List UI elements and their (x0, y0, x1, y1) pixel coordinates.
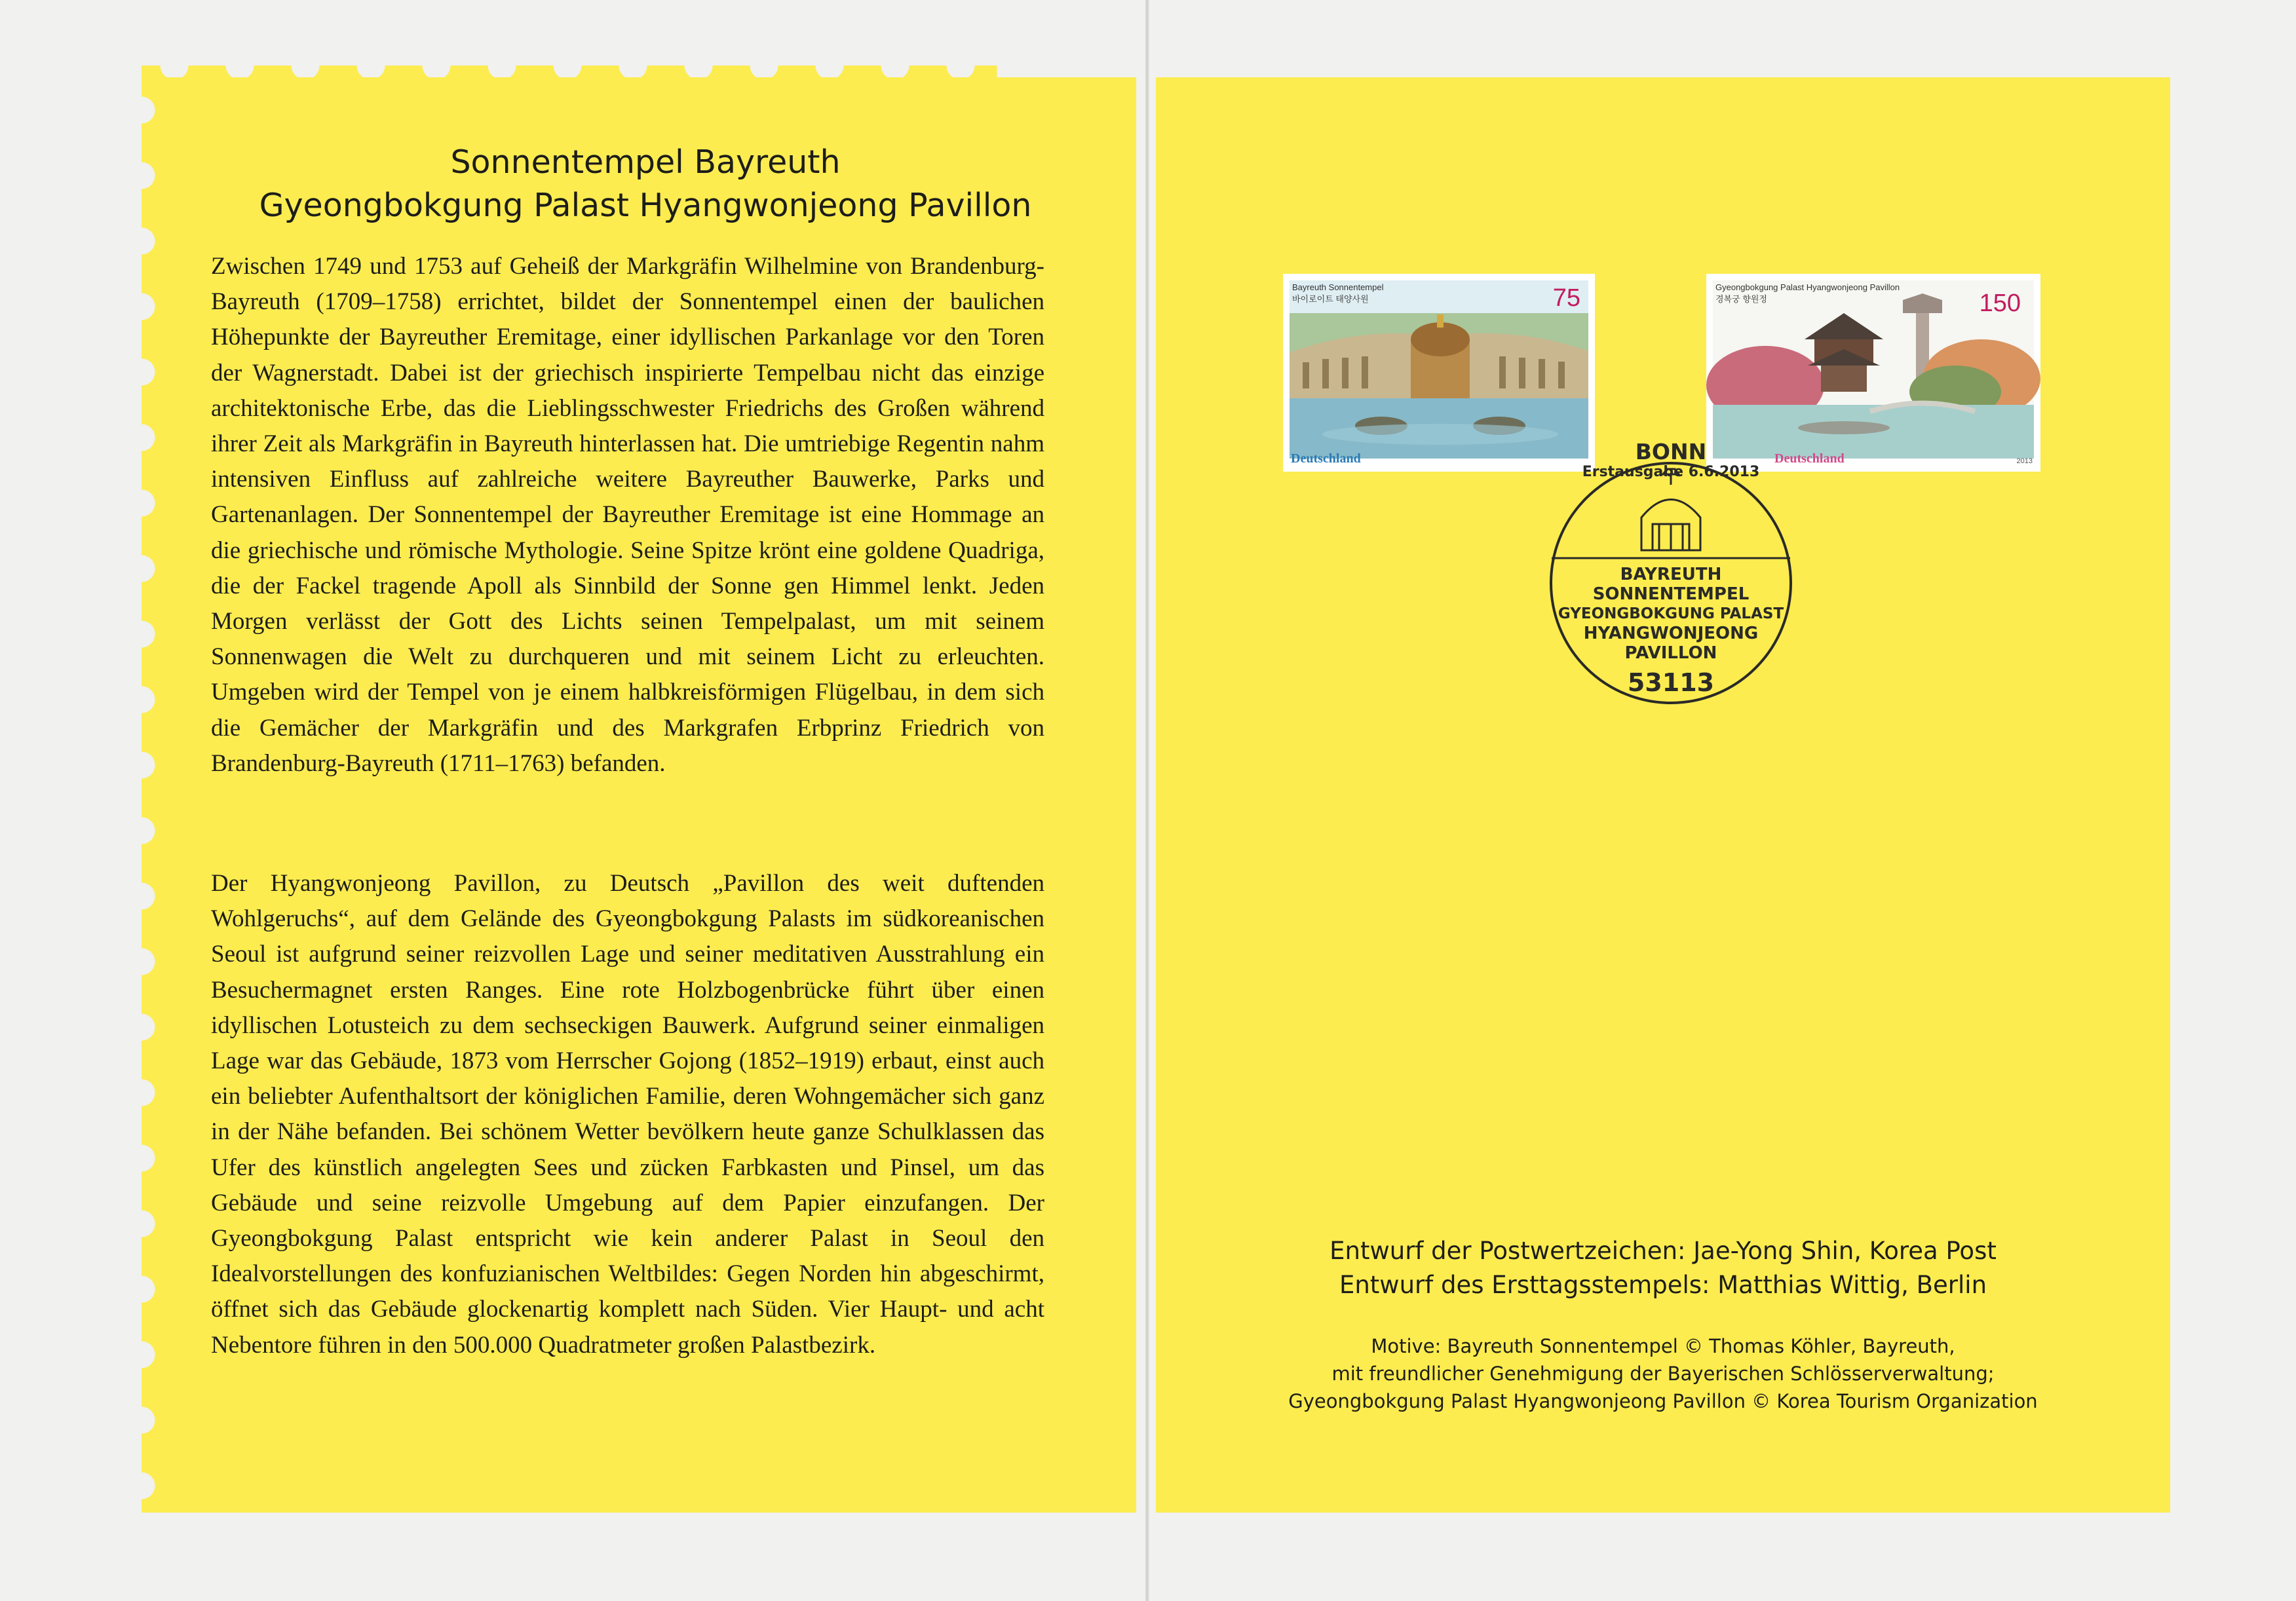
motive-credit-line-2: mit freundlicher Genehmigung der Bayerischen Schlösserverwaltung; (1331, 1363, 1995, 1385)
stamp-1-country: Deutschland (1291, 451, 1361, 466)
postmark-line-5: PAVILLON (1624, 643, 1717, 663)
credit-stamp-design: Entwurf der Postwertzeichen: Jae-Yong Shin, Korea Post (1330, 1237, 1997, 1265)
sonnentempel-icon (1641, 469, 1700, 550)
center-fold (1145, 0, 1149, 1601)
stamp-2-year: 2013 (2016, 457, 2033, 465)
page-title: Sonnentempel Bayreuth (450, 143, 841, 181)
credit-postmark-design: Entwurf des Ersttagsstempels: Matthias Wittig, Berlin (1339, 1271, 1987, 1299)
postmark-city: BONN (1635, 439, 1707, 464)
postmark-line-3: GYEONGBOKGUNG PALAST (1558, 605, 1784, 622)
stamp-2-title-latin: Gyeongbokgung Palast Hyangwonjeong Pavillon (1715, 282, 1900, 292)
motive-credit-line-3: Gyeongbokgung Palast Hyangwonjeong Pavillon © Korea Tourism Organization (1288, 1390, 2038, 1412)
stamp-2-title-korean: 경복궁 향원정 (1715, 294, 1767, 304)
text-paragraph-sonnentempel: Zwischen 1749 und 1753 auf Geheiß der Markgräfin Wilhelmine von Brandenburg-Bayreuth (1709–1758) errichtet, bildet der Sonnentempel einen der baulichen Höhepunkte der Bayreuther Eremitage, einer idyllischen Parkanlage vor den Toren der Wagnerstadt. Dabei ist der griechisch inspirierte Tempelbau nicht das einzige architektonische Erbe, das die Lieblingsschwester Friedrichs des Großen während ihrer Zeit als Markgräfin in Bayreuth hinterlassen hat. Die umtriebige Regentin nahm intensiven Einfluss auf zahlreiche weitere Bayreuther Bauwerke, Parks und Gartenanlagen. Der Sonnentempel der Bayreuther Eremitage ist eine Hommage an die griechische und römische Mythologie. Seine Spitze krönt eine goldene Quadriga, die der Fackel tragende Apoll als Sinnbild der Sonne gen Himmel lenkt. Jeden Morgen verlässt der Gott des Lichts seinen Tempelpalast, um mit seinem Sonnenwagen die Welt zu durchqueren und mit seinem Licht zu erleuchten. Umgeben wird der Tempel von je einem halbkreisförmigen Flügelbau, in dem sich die Gemächer der Markgräfin und des Markgrafen Erbprinz Friedrich von Brandenburg-Bayreuth (1711–1763) befanden. (211, 253, 1044, 777)
stamp-1-title-korean: 바이로이트 태양사원 (1292, 294, 1369, 304)
stamp-2-title (1715, 282, 1900, 305)
motive-credit-line-1: Motive: Bayreuth Sonnentempel © Thomas Köhler, Bayreuth, (1371, 1335, 1955, 1357)
stamp-1-value: 75 (1552, 284, 1580, 312)
stamp-1-title-latin: Bayreuth Sonnentempel (1292, 282, 1384, 292)
postmark-postcode: 53113 (1627, 668, 1715, 697)
page-subtitle: Gyeongbokgung Palast Hyangwonjeong Pavillon (259, 187, 1032, 224)
stamp-2-value: 150 (1979, 290, 2021, 317)
first-day-postmark (1507, 419, 1835, 721)
postmark-line-1: BAYREUTH (1620, 565, 1722, 584)
stamp-2-country: Deutschland (1774, 451, 1845, 466)
postmark-date: Erstausgabe 6.6.2013 (1582, 464, 1760, 480)
text-paragraph-hyangwonjeong: Der Hyangwonjeong Pavillon, zu Deutsch „Pavillon des weit duftenden Wohlgeruchs“, auf dem Gelände des Gyeongbokgung Palasts im südkoreanischen Seoul ist aufgrund seiner reizvollen Lage und seiner meditativen Ausstrahlung ein Besuchermagnet ersten Ranges. Eine rote Holzbogenbrücke führt über einen idyllischen Lotusteich zu dem sechseckigen Bauwerk. Aufgrund seiner einmaligen Lage war das Gebäude, 1873 vom Herrscher Gojong (1852–1919) erbaut, einst auch ein beliebter Aufenthaltsort der königlichen Familie, deren Wohngemächer sich ganz in der Nähe befanden. Bei schönem Wetter bevölkern heute ganze Schulklassen das Ufer des künstlich angelegten Sees und zücken Farbkasten und Pinsel, um das Gebäude und seine reizvolle Umgebung auf dem Papier einzufangen. Der Gyeongbokgung Palast entspricht wie kein anderer Palast in Seoul den Idealvorstellungen des konfuzianischen Weltbildes: Gegen Norden hin abgeschirmt, öffnet sich das Gebäude glockenartig komplett nach Süden. Vier Haupt- und acht Nebentore führen in den 500.000 Quadratmeter großen Palastbezirk. (211, 870, 1044, 1359)
postmark-line-2: SONNENTEMPEL (1592, 584, 1750, 604)
stamp-1-title (1292, 282, 1383, 305)
postmark-line-4: HYANGWONJEONG (1583, 624, 1759, 643)
